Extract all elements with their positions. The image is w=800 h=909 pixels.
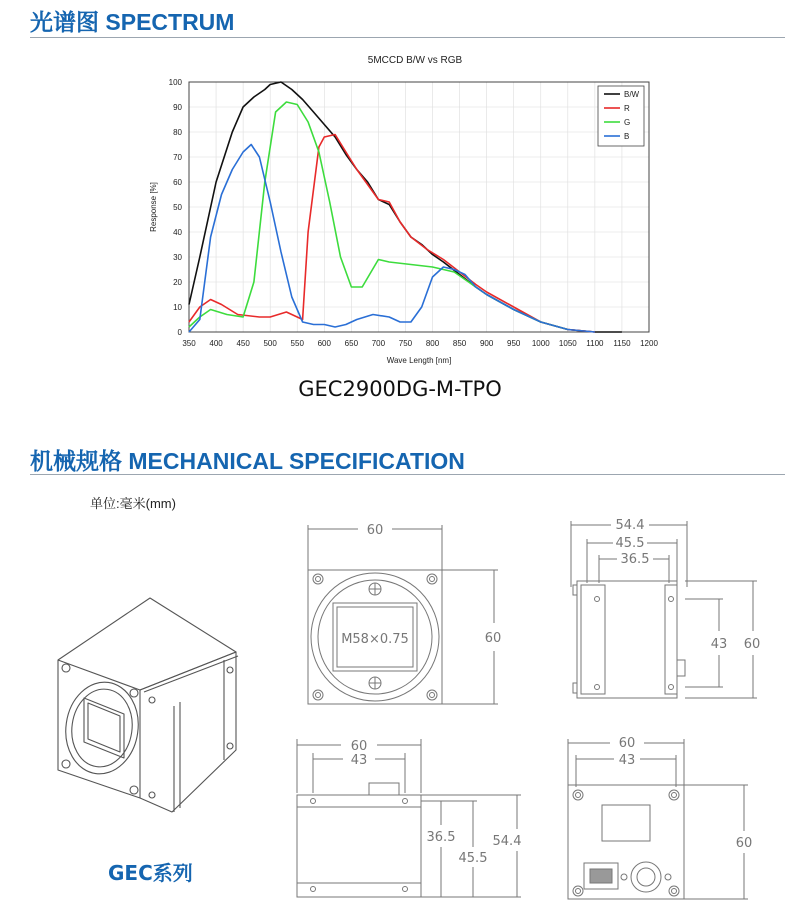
top-h2-dim: 45.5	[458, 851, 488, 866]
x-tick-label: 450	[236, 339, 250, 348]
rear-view-drawing	[560, 735, 780, 905]
top-hole-dim: 43	[350, 753, 368, 768]
y-tick-label: 10	[173, 303, 182, 312]
x-tick-label: 700	[371, 339, 386, 348]
mechanical-title-rule	[30, 474, 785, 475]
mechanical-section-title: 机械规格 MECHANICAL SPECIFICATION	[30, 448, 465, 474]
chart-grid	[189, 82, 649, 332]
unit-note: 单位:毫米(mm)	[90, 496, 176, 511]
spectrum-title-rule	[30, 37, 785, 38]
rear-height-dim: 60	[735, 836, 753, 851]
y-tick-label: 0	[177, 328, 182, 337]
x-axis-ticks	[182, 339, 658, 348]
x-tick-label: 900	[479, 339, 494, 348]
x-tick-label: 600	[317, 339, 331, 348]
legend-label: R	[624, 104, 630, 113]
x-tick-label: 750	[398, 339, 413, 348]
top-width-dim: 60	[350, 739, 368, 754]
rear-width-dim: 60	[618, 736, 636, 751]
side-outer-dim: 54.4	[615, 518, 645, 533]
series-line-b	[189, 145, 595, 333]
front-view-drawing	[300, 515, 510, 715]
x-tick-label: 500	[263, 339, 277, 348]
y-axis-ticks	[169, 78, 183, 337]
side-hole-dim: 43	[710, 637, 728, 652]
side-mid-dim: 45.5	[615, 536, 645, 551]
y-axis-label: Response [%]	[149, 182, 158, 232]
top-view-drawing	[285, 735, 525, 905]
chart-title: 5MCCD B/W vs RGB	[367, 55, 463, 66]
y-tick-label: 40	[173, 228, 182, 237]
product-model: GEC2900DG-M-TPO	[298, 377, 502, 401]
y-tick-label: 70	[173, 153, 182, 162]
x-tick-label: 800	[425, 339, 440, 348]
camera-isometric-drawing	[40, 590, 280, 830]
x-tick-label: 850	[452, 339, 467, 348]
x-tick-label: 550	[290, 339, 304, 348]
series-name: GEC系列	[108, 861, 193, 885]
series-line-r	[189, 135, 595, 333]
side-view-drawing	[565, 515, 765, 715]
rear-hole-dim: 43	[618, 753, 636, 768]
front-height-dim: 60	[484, 631, 502, 646]
x-tick-label: 1050	[558, 339, 577, 348]
y-tick-label: 100	[168, 78, 182, 87]
x-axis-label: Wave Length [nm]	[386, 356, 452, 365]
side-inner-dim: 36.5	[620, 552, 650, 567]
top-h3-dim: 54.4	[492, 834, 522, 849]
x-tick-label: 1000	[531, 339, 550, 348]
spectrum-chart	[0, 45, 800, 365]
y-tick-label: 50	[173, 203, 182, 212]
y-tick-label: 20	[173, 278, 182, 287]
legend-label: G	[624, 118, 631, 127]
y-tick-label: 30	[173, 253, 182, 262]
legend-label: B/W	[624, 90, 640, 99]
x-tick-label: 950	[507, 339, 521, 348]
x-tick-label: 1200	[640, 339, 658, 348]
y-tick-label: 60	[173, 178, 182, 187]
y-tick-label: 80	[173, 128, 182, 137]
front-mount-dim: M58×0.75	[341, 632, 409, 647]
x-tick-label: 350	[182, 339, 196, 348]
top-h1-dim: 36.5	[426, 830, 456, 845]
side-height-dim: 60	[743, 637, 761, 652]
front-width-dim: 60	[366, 523, 384, 538]
x-tick-label: 650	[344, 339, 359, 348]
x-tick-label: 400	[209, 339, 223, 348]
x-tick-label: 1150	[613, 339, 631, 348]
spectrum-section-title: 光谱图 SPECTRUM	[30, 9, 235, 35]
y-tick-label: 90	[173, 103, 182, 112]
legend-label: B	[624, 132, 630, 141]
chart-legend	[598, 86, 644, 146]
x-tick-label: 1100	[586, 339, 604, 348]
